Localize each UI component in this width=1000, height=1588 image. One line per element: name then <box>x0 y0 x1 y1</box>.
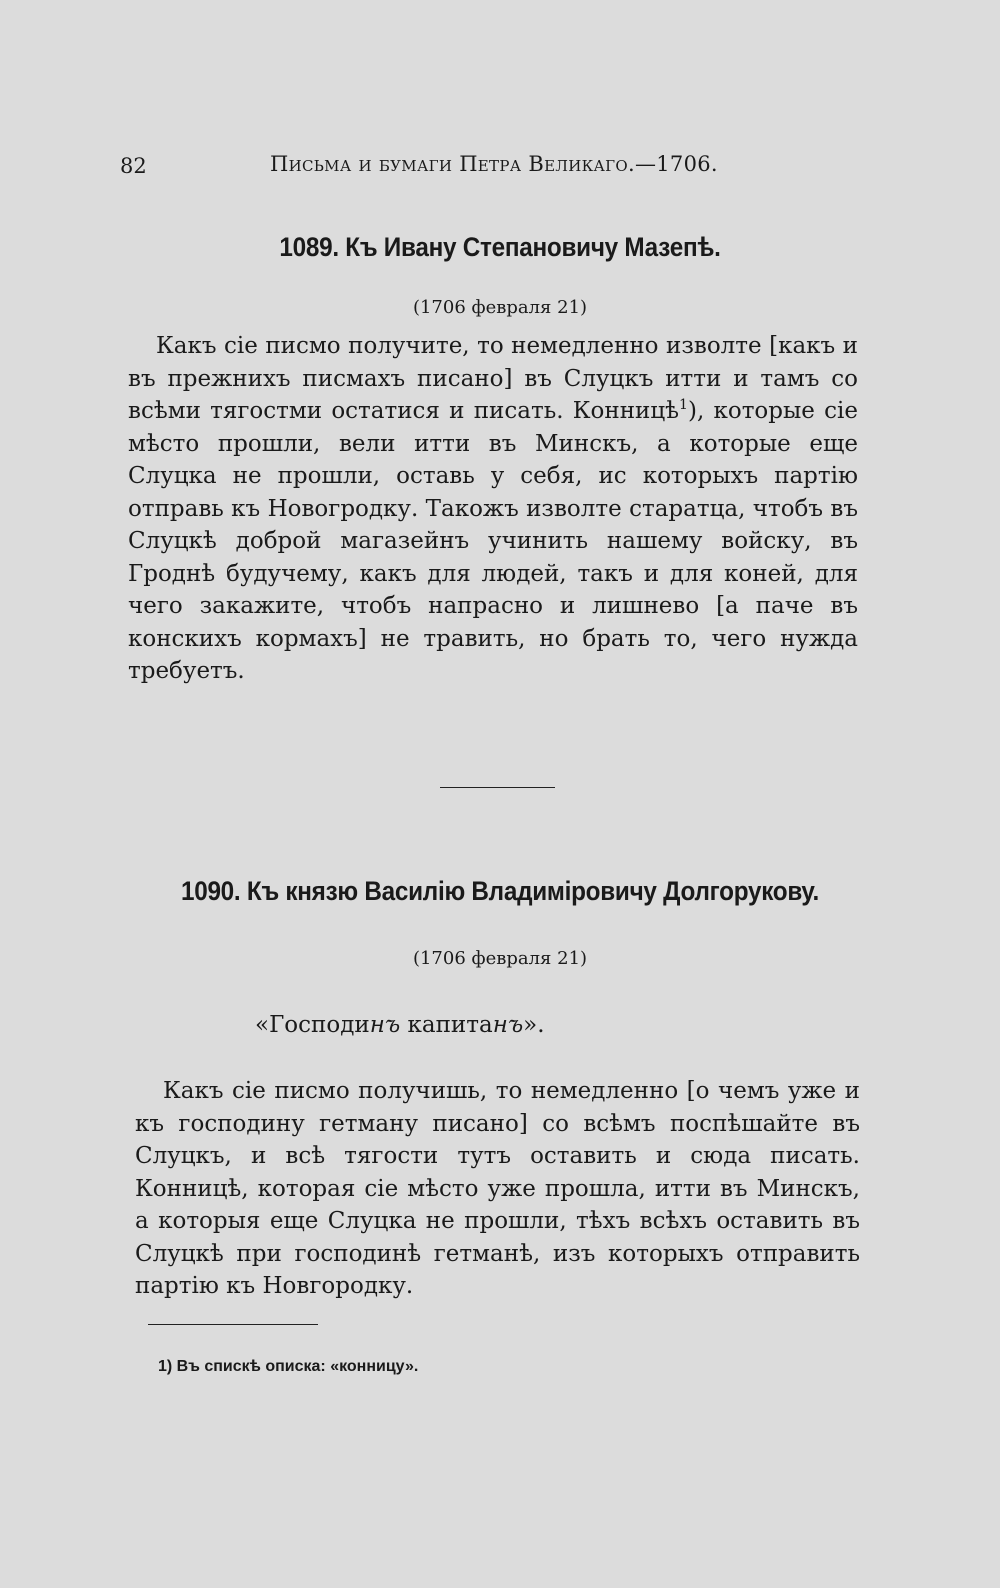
salutation-open: «Господи <box>255 1012 370 1038</box>
letter-1089-body-part2: ), которые сіе мѣсто прошли, вели итти въ Минскъ, а которые еще Слуцка не прошли, оставь у себя, ис которыхъ партію отправь къ Новогродку. Такожъ изволте старатца, чтобъ въ Слуцкѣ доброй магазейнъ учинить нашему войску, въ Гроднѣ будучему, какъ для людей, такъ и для коней, для чего закажите, чтобъ напрасно и лишнево [а паче въ конскихъ кормахъ] не травить, но брать то, чего нужда требуетъ. <box>128 398 858 684</box>
footnote-divider <box>148 1324 318 1325</box>
letter-1089-date: (1706 февраля 21) <box>412 297 588 318</box>
letter-1089-body <box>128 330 858 688</box>
letter-1090-date: (1706 февраля 21) <box>412 948 588 969</box>
section-divider <box>440 787 555 788</box>
page-header <box>120 150 860 190</box>
page-number: 82 <box>120 154 147 178</box>
letter-1089-body-part1: Какъ сіе писмо получите, то немедленно изволте [какъ и въ прежнихъ писмахъ писано] въ Слуцкъ итти и тамъ со всѣми тягостми остатися и писать. Конницѣ <box>128 333 858 424</box>
salutation-italic-2: нъ <box>492 1012 524 1038</box>
letter-1090-salutation <box>255 1012 545 1038</box>
salutation-close: ». <box>523 1012 545 1038</box>
running-title: Письма и бумаги Петра Великаго.—1706. <box>270 152 718 176</box>
salutation-mid: капита <box>400 1012 493 1038</box>
footnote-text: Въ спискѣ описка: «конницу». <box>172 1358 419 1375</box>
letter-1089-heading: 1089. Къ Ивану Степановичу Мазепѣ. <box>279 232 721 262</box>
footnote-reference: 1 <box>679 397 688 413</box>
salutation-italic-1: нъ <box>369 1012 401 1038</box>
letter-1090-body: Какъ сіе писмо получишь, то немедленно [о чемъ уже и къ господину гетману писано] со всѣмъ поспѣшайте въ Слуцкъ, и всѣ тягости тутъ оставить и сюда писать. Конницѣ, которая сіе мѣсто уже прошла, итти въ Минскъ, а которыя еще Слуцка не прошли, тѣхъ всѣхъ оставить въ Слуцкѣ при господинѣ гетманѣ, изъ которыхъ отправить партію къ Новгородку. <box>135 1078 860 1299</box>
footnote <box>158 1358 418 1376</box>
letter-1090-heading: 1090. Къ князю Василію Владиміровичу Долгорукову. <box>180 876 820 906</box>
footnote-marker: 1) <box>158 1358 173 1375</box>
